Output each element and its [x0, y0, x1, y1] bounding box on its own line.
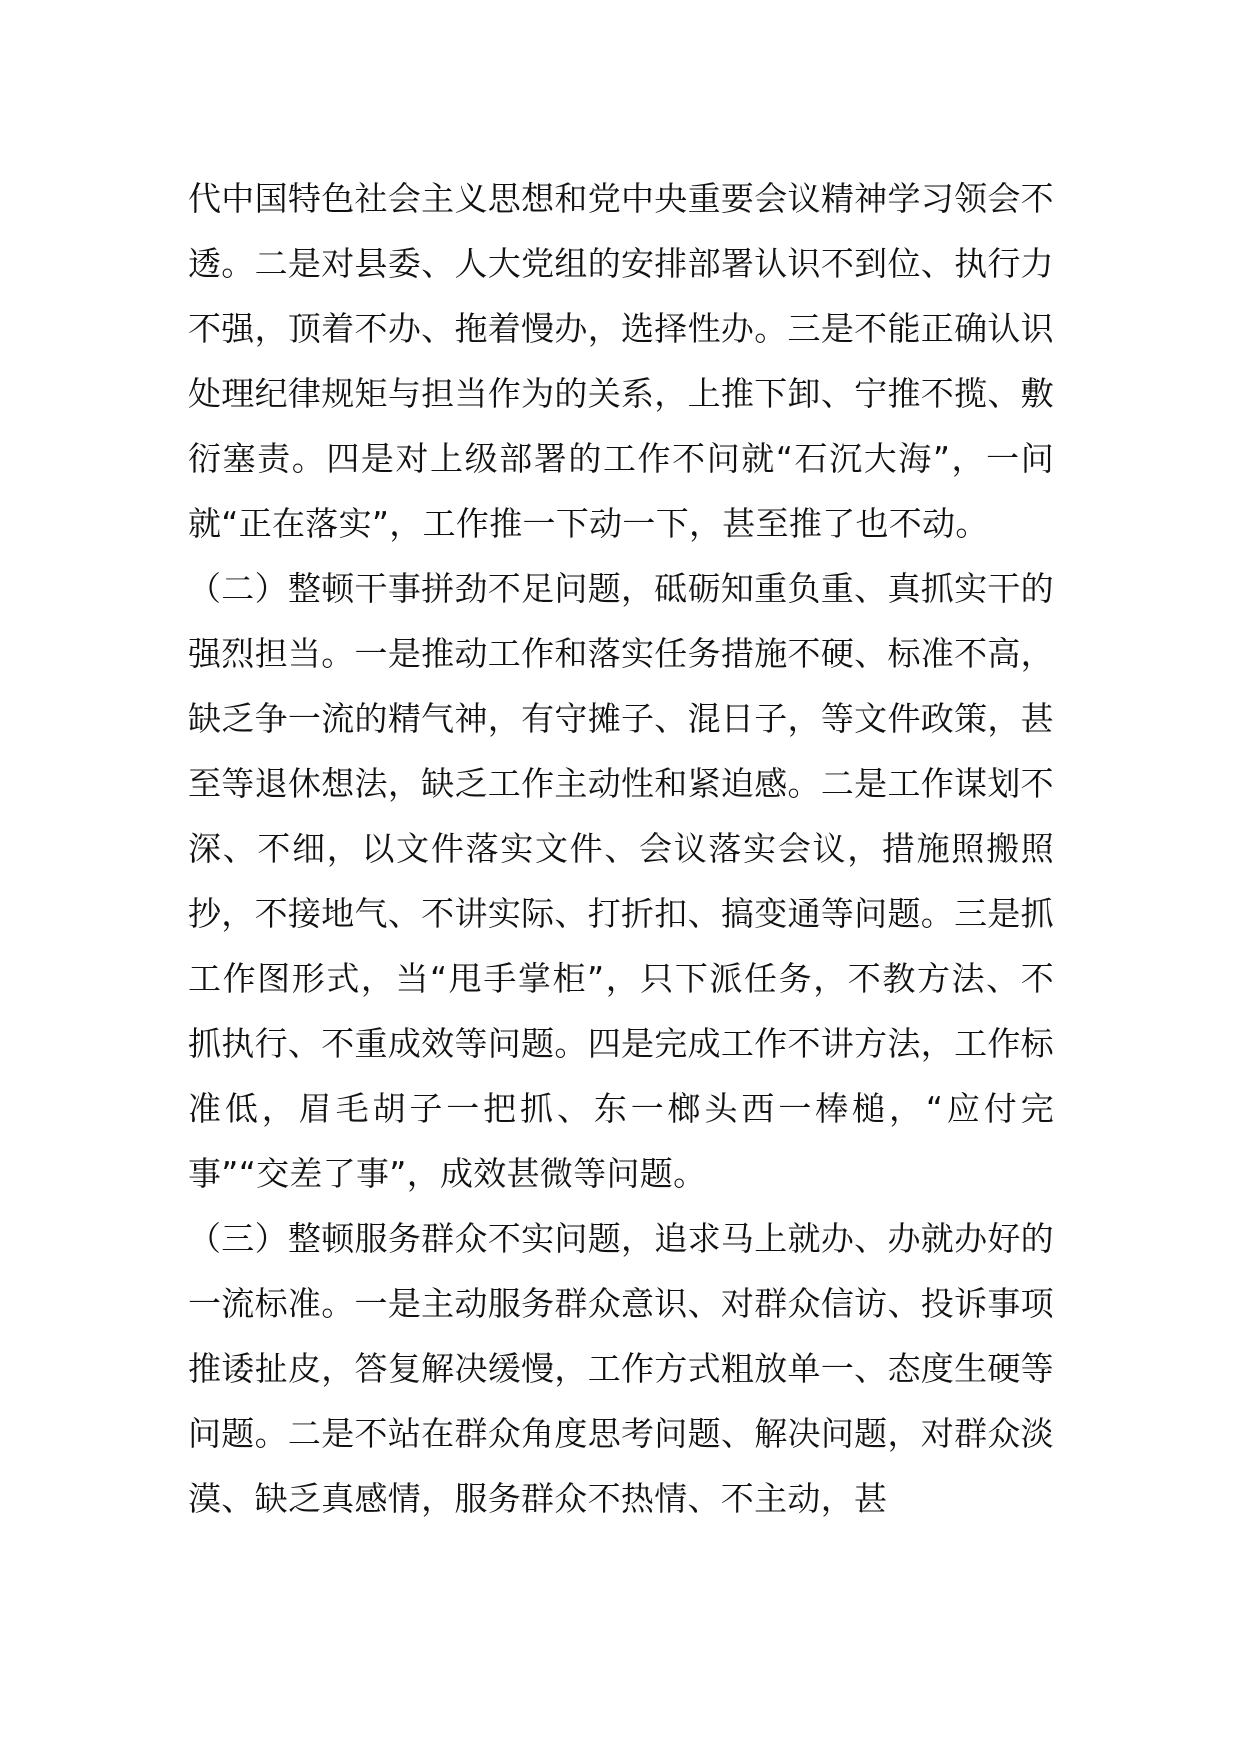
- paragraph-section-two: （二）整顿干事拼劲不足问题，砥砺知重负重、真抓实干的强烈担当。一是推动工作和落实任务措施不硬、标准不高，缺乏争一流的精气神，有守摊子、混日子，等文件政策，甚至等退休想法，缺乏工作主动性和紧迫感。二是工作谋划不深、不细，以文件落实文件、会议落实会议，措施照搬照抄，不接地气、不讲实际、打折扣、搞变通等问题。三是抓工作图形式，当“甩手掌柜”，只下派任务，不教方法、不抓执行、不重成效等问题。四是完成工作不讲方法，工作标准低，眉毛胡子一把抓、东一榔头西一棒槌，“应付完事”“交差了事”，成效甚微等问题。: [188, 569, 1054, 1193]
- paragraph-continued: 代中国特色社会主义思想和党中央重要会议精神学习领会不透。二是对县委、人大党组的安排部署认识不到位、执行力不强，顶着不办、拖着慢办，选择性办。三是不能正确认识处理纪律规矩与担当作为的关系，上推下卸、宁推不揽、敷衍塞责。四是对上级部署的工作不问就“石沉大海”，一问就“正在落实”，工作推一下动一下，甚至推了也不动。: [188, 179, 1054, 543]
- document-body: [188, 166, 1054, 1531]
- paragraph-section-three: （三）整顿服务群众不实问题，追求马上就办、办就办好的一流标准。一是主动服务群众意识、对群众信访、投诉事项推诿扯皮，答复解决缓慢，工作方式粗放单一、态度生硬等问题。二是不站在群众角度思考问题、解决问题，对群众淡漠、缺乏真感情，服务群众不热情、不主动，甚: [188, 1219, 1054, 1518]
